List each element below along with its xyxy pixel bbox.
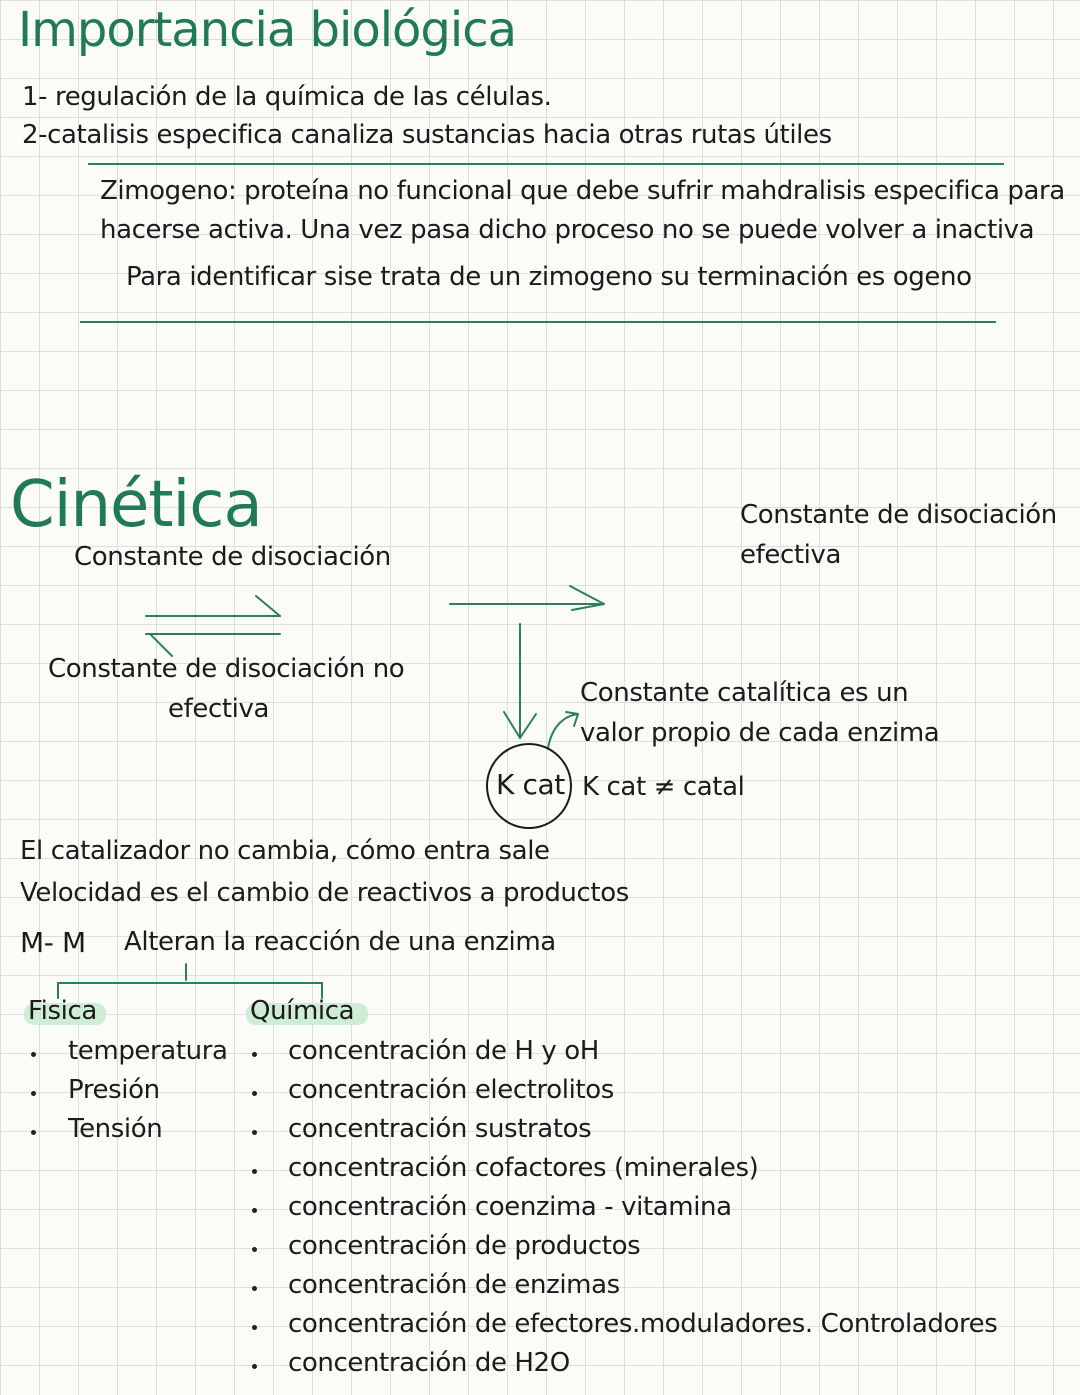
zimogeno-line-1: Zimogeno: proteína no funcional que debe sufrir mahdralisis especifica para bbox=[100, 176, 1065, 206]
curved-pointer bbox=[548, 714, 578, 748]
bullet bbox=[31, 1130, 36, 1135]
bullet bbox=[252, 1286, 257, 1291]
importancia-line-1: 1- regulación de la química de las células. bbox=[22, 82, 552, 112]
horizontal-arrow-head bbox=[570, 586, 604, 610]
nota-line-2: Velocidad es el cambio de reactivos a productos bbox=[20, 878, 629, 908]
mm-label: M- M bbox=[20, 926, 86, 959]
zimogeno-line-2: hacerse activa. Una vez pasa dicho proceso no se puede volver a inactiva bbox=[100, 215, 1035, 245]
quimica-item: concentración de H y oH bbox=[288, 1036, 599, 1066]
section-title-importancia: Importancia biológica bbox=[18, 2, 517, 58]
kcat-circle-label: K cat bbox=[496, 768, 565, 801]
quimica-item: concentración de enzimas bbox=[288, 1270, 620, 1300]
bullet bbox=[31, 1052, 36, 1057]
bullet bbox=[252, 1091, 257, 1096]
quimica-item: concentración de efectores.moduladores. Controladores bbox=[288, 1309, 998, 1339]
reverse-arrow-head bbox=[150, 634, 172, 656]
quimica-item: concentración de productos bbox=[288, 1231, 641, 1261]
fisica-item: Presión bbox=[68, 1075, 160, 1105]
fisica-item: temperatura bbox=[68, 1036, 228, 1066]
label-no-efectiva-line-1: Constante de disociación no bbox=[48, 654, 405, 684]
curved-pointer-head bbox=[566, 712, 578, 726]
kcat-circle bbox=[487, 744, 571, 828]
quimica-item: concentración electrolitos bbox=[288, 1075, 614, 1105]
label-catalitica-line-1: Constante catalítica es un bbox=[580, 678, 909, 708]
importancia-line-2: 2-catalisis especifica canaliza sustancias hacia otras rutas útiles bbox=[22, 120, 832, 150]
bullet bbox=[252, 1325, 257, 1330]
section-title-cinetica: Cinética bbox=[10, 468, 262, 542]
quimica-item: concentración cofactores (minerales) bbox=[288, 1153, 759, 1183]
bullet bbox=[252, 1364, 257, 1369]
kcat-note: K cat ≠ catal bbox=[582, 772, 745, 802]
bullet bbox=[252, 1208, 257, 1213]
nota-line-1: El catalizador no cambia, cómo entra sale bbox=[20, 836, 550, 866]
label-constante-disociacion: Constante de disociación bbox=[74, 542, 391, 572]
fisica-item: Tensión bbox=[68, 1114, 163, 1144]
label-efectiva-line-2: efectiva bbox=[740, 540, 841, 570]
bullet bbox=[31, 1091, 36, 1096]
forward-arrow-head bbox=[256, 596, 280, 616]
quimica-item: concentración sustratos bbox=[288, 1114, 592, 1144]
bullet bbox=[252, 1130, 257, 1135]
fisica-title: Fisica bbox=[28, 996, 97, 1026]
quimica-item: concentración de H2O bbox=[288, 1348, 570, 1378]
label-no-efectiva-line-2: efectiva bbox=[168, 694, 269, 724]
mm-text: Alteran la reacción de una enzima bbox=[124, 927, 556, 957]
quimica-title: Química bbox=[250, 996, 355, 1026]
label-catalitica-line-2: valor propio de cada enzima bbox=[580, 718, 940, 748]
bullet bbox=[252, 1169, 257, 1174]
bullet bbox=[252, 1052, 257, 1057]
label-efectiva-line-1: Constante de disociación bbox=[740, 500, 1057, 530]
bullet bbox=[252, 1247, 257, 1252]
quimica-item: concentración coenzima - vitamina bbox=[288, 1192, 732, 1222]
zimogeno-line-3: Para identificar sise trata de un zimogeno su terminación es ogeno bbox=[126, 262, 972, 292]
